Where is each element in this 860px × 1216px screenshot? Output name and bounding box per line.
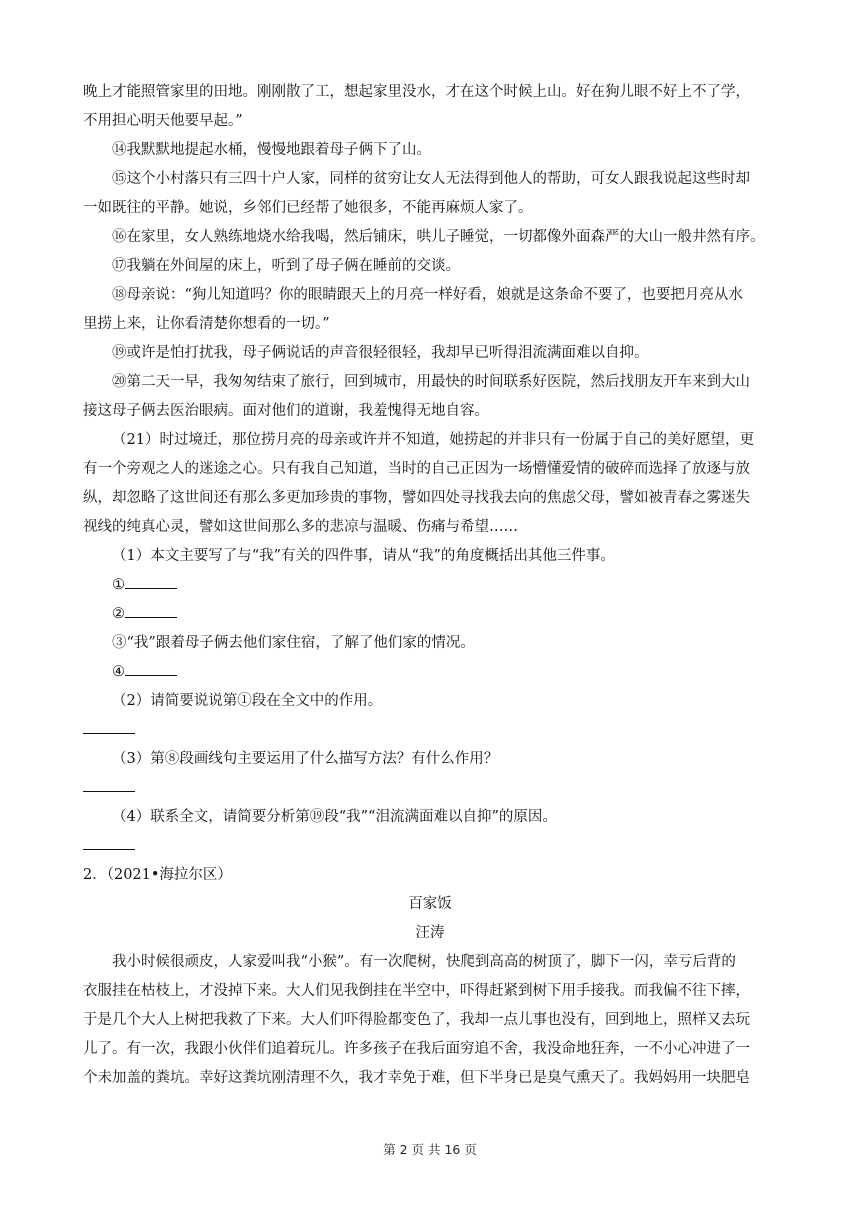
item-marker: ②	[112, 606, 125, 622]
question-4: （4）联系全文，请简要分析第⑲段“我”“泪流满面难以自抑”的原因。	[112, 809, 557, 825]
paragraph-15: ⑮这个小村落只有三四十户人家，同样的贫穷让女人无法得到他人的帮助，可女人跟我说起这些时却	[112, 171, 750, 187]
answer-line	[83, 832, 777, 861]
answer-blank	[83, 721, 135, 734]
paragraph-18-cont: 里捞上来，让你看清楚你想看的一切。”	[83, 316, 330, 332]
question-1: （1）本文主要写了与“我”有关的四件事，请从“我”的角度概括出其他三件事。	[112, 548, 615, 564]
answer-blank	[125, 661, 177, 676]
article-title: 百家饭	[408, 896, 452, 912]
page-footer: 第 2 页 共 16 页	[383, 1142, 477, 1157]
question-1-item-2	[83, 600, 777, 629]
page-content	[83, 78, 777, 1093]
paragraph-20-cont: 接这母子俩去医治眼病。面对他们的道谢，我羞愧得无地自容。	[83, 403, 489, 419]
paragraph-21-cont: 视线的纯真心灵，譬如这世间那么多的悲凉与温暖、伤痛与希望……	[83, 519, 518, 535]
article-line: 我小时候很顽皮，人家爱叫我“小猴”。有一次爬树，快爬到高高的树顶了，脚下一闪，幸亏后背的	[112, 954, 736, 970]
article-line: 个未加盖的粪坑。幸好这粪坑刚清理不久，我才幸免于难，但下半身已是臭气熏天了。我妈妈用一块肥皂	[83, 1070, 750, 1086]
answer-line	[83, 716, 777, 745]
paragraph-14: ⑭我默默地提起水桶，慢慢地跟着母子俩下了山。	[112, 142, 431, 158]
paragraph-17: ⑰我躺在外间屋的床上，听到了母子俩在睡前的交谈。	[112, 258, 460, 274]
article-line: 儿了。有一次，我跟小伙伴们追着玩儿。许多孩子在我后面穷追不舍，我没命地狂奔，一不小心冲进了一	[83, 1041, 750, 1057]
article-author: 汪涛	[415, 925, 445, 941]
passage-line: 不用担心明天他要早起。”	[83, 113, 243, 129]
answer-blank	[125, 603, 177, 618]
question-1-item-3: ③“我”跟着母子俩去他们家住宿，了解了他们家的情况。	[112, 635, 475, 651]
question-2: （2）请简要说说第①段在全文中的作用。	[112, 693, 383, 709]
item-marker: ④	[112, 664, 125, 680]
answer-blank	[83, 837, 135, 850]
question-1-item-4	[83, 658, 777, 687]
paragraph-21: （21）时过境迁，那位捞月亮的母亲或许并不知道，她捞起的并非只有一份属于自己的美好愿望，更	[112, 432, 754, 448]
paragraph-18: ⑱母亲说：“狗儿知道吗？你的眼睛跟天上的月亮一样好看，娘就是这条命不要了，也要把月亮从水	[112, 287, 743, 303]
answer-line	[83, 774, 777, 803]
question-1-item-1	[83, 571, 777, 600]
passage-line: 晚上才能照管家里的田地。刚刚散了工，想起家里没水，才在这个时候上山。好在狗儿眼不好上不了学，	[83, 84, 750, 100]
paragraph-19: ⑲或许是怕打扰我，母子俩说话的声音很轻很轻，我却早已听得泪流满面难以自抑。	[112, 345, 649, 361]
answer-blank	[125, 574, 177, 589]
answer-blank	[83, 779, 135, 792]
article-line: 于是几个大人上树把我救了下来。大人们吓得脸都变色了，我却一点儿事也没有，回到地上，照样又去玩	[83, 1012, 750, 1028]
paragraph-21-cont: 有一个旁观之人的迷途之心。只有我自己知道，当时的自己正因为一场懵懂爱情的破碎而选择了放逐与放	[83, 461, 750, 477]
paragraph-15-cont: 一如既往的平静。她说，乡邻们已经帮了她很多，不能再麻烦人家了。	[83, 200, 533, 216]
paragraph-21-cont: 纵，却忽略了这世间还有那么多更加珍贵的事物，譬如四处寻找我去向的焦虑父母，譬如被青春之雾迷失	[83, 490, 750, 506]
question-3: （3）第⑧段画线句主要运用了什么描写方法？有什么作用？	[112, 751, 499, 767]
paragraph-20: ⑳第二天一早，我匆匆结束了旅行，回到城市，用最快的时间联系好医院，然后找朋友开车来到大山	[112, 374, 750, 390]
paragraph-16: ⑯在家里，女人熟练地烧水给我喝，然后铺床，哄儿子睡觉，一切都像外面森严的大山一般井然有序。	[112, 229, 765, 245]
article-line: 衣服挂在枯枝上，才没掉下来。大人们见我倒挂在半空中，吓得赶紧到树下用手接我。而我偏不往下摔，	[83, 983, 750, 999]
question-number: 2．（2021•海拉尔区）	[83, 867, 232, 883]
item-marker: ①	[112, 577, 125, 593]
